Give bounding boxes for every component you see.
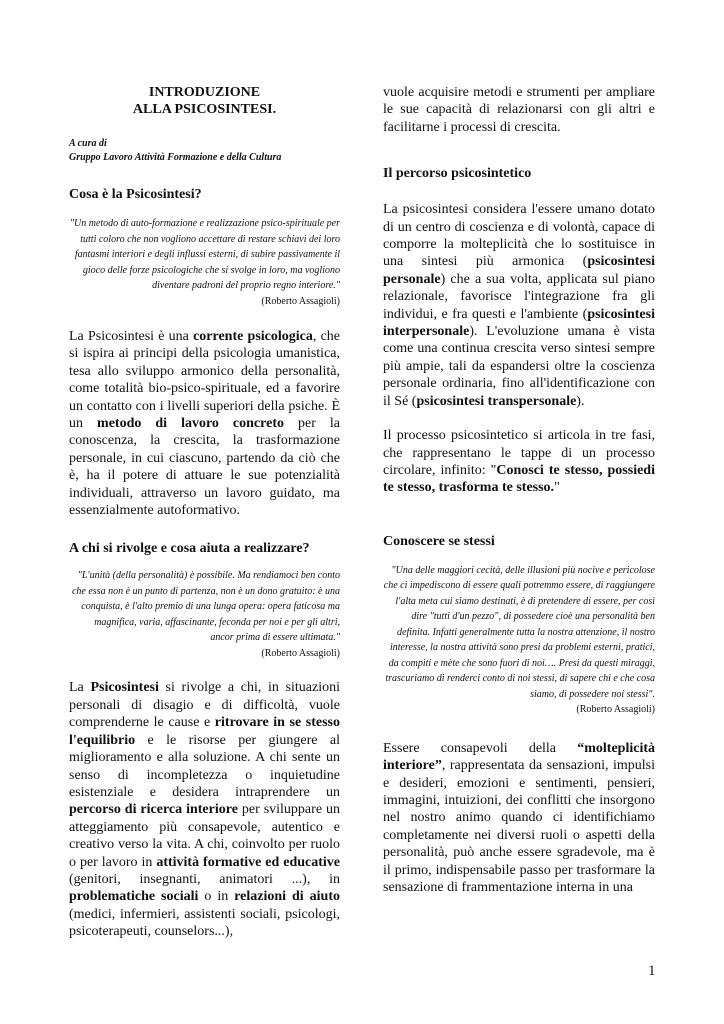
section-heading-know-yourself: Conoscere se stessi [383, 533, 495, 549]
assagioli-quote-2 [69, 568, 340, 661]
bold-term: relazioni di aiuto [234, 889, 340, 905]
quote-author: (Roberto Assagioli) [576, 704, 655, 716]
text-run: Essere consapevoli della [383, 740, 578, 756]
section-heading-who-for: A chi si rivolge e cosa aiuta a realizzare? [69, 541, 310, 557]
title-line-1: INTRODUZIONE [148, 85, 261, 100]
text-run: La [69, 680, 91, 696]
title-line-2: ALLA PSICOSINTESI. [132, 102, 277, 117]
bold-term: psicosintesi personale [383, 254, 655, 287]
quote-text: "Un metodo di auto-formazione e realizzazione psico-spirituale per tutti coloro che non vogliono accettare di restare schiavi dei loro fantasmi interiori e degli influssi esterni, di subire passivamente il gioco delle forze psicologiche che si svolge in loro, ma vogliono diventare padroni del proprio regno interiore." [69, 218, 340, 291]
quote-author: (Roberto Assagioli) [261, 647, 340, 659]
bold-term: problematiche sociali [69, 889, 199, 905]
text-run: La psicosintesi considera l'essere umano dotato di un centro di coscienza e di volontà, capace di comporre la molteplicità che lo sostituisce in una sintesi più armonica ( [383, 202, 655, 270]
text-run: La Psicosintesi è una [69, 329, 194, 344]
bold-term: Psicosintesi [90, 680, 159, 696]
quote-text: "Una delle maggiori cecità, delle illusioni più nocive e pericolose che ci impediscono di essere quali potremmo essere, di raggiungere l'alta meta cui siamo destinati, è di pretendere di essere, per così dire "tutti d'un pezzo", di possedere cioè una personalità ben definita. Infatti generalmente tutta la nostra attenzione, il nostro interesse, la nostra attività sono presi da problemi esterni, pratici, da compiti e mète che sono fuori di noi…. Presi da questi miraggi, trascuriamo di renderci conto di noi stessi, di sapere chi e che cosa siamo, di possedere noi stessi". [383, 564, 655, 700]
text-run: ) che a sua volta, applicata sul piano relazionale, favorisce l'integrazione fra gli individui, e fra questi e l'ambiente ( [383, 271, 655, 322]
bold-term: ritrovare in se stesso l'equilibrio [69, 715, 340, 748]
credits-line-2: Gruppo Lavoro Attività Formazione e della Cultura [69, 152, 282, 163]
text-run: , che si ispira ai principi della psicologia umanistica, tesa allo sviluppo armonico della personalità, come totalità bio-psico-spirituale, ed a favorire un contatto con i livelli superiori della psiche. È un [69, 329, 340, 432]
text-run: per la conoscenza, la crescita, la trasformazione personale, in cui ciascuno, partendo da ciò che è, ha il potere di attuare le sue potenzialità individuali, attraverso un lavoro guidato, ma essenzialmente autoformativo. [69, 416, 341, 519]
paragraph-awareness [383, 740, 655, 897]
bold-term: “molteplicità interiore” [383, 740, 655, 774]
bold-term: attività formative ed educative [156, 854, 341, 870]
text-run: , rappresentata da sensazioni, impulsi e desideri, emozioni e sentimenti, pensieri, immagini, intuizioni, dei conflitti che insorgono nel nostro animo quando ci identifichiamo completamente nei diversi ruoli o aspetti della personalità, può anche essere sgradevole, ma è il primo, indispensabile passo per trasformare la sensazione di frammentazione interna in una [383, 758, 655, 895]
credits [69, 137, 340, 165]
quote-text: "L'unità (della personalità) è possibile. Ma rendiamoci ben conto che essa non è un punto di partenza, non è un dono gratuito: è una conquista, è l'alto premio di una lunga opera: opera faticosa ma magnifica, varia, affascinante, feconda per noi e per gli altri, ancor prima di essere ultimata." [71, 570, 340, 644]
paragraph-who-for [69, 679, 340, 940]
paragraph-path [383, 201, 655, 410]
section-heading-what-is: Cosa è la Psicosintesi? [69, 187, 202, 202]
assagioli-quote-1 [69, 216, 340, 309]
paragraph-what-is [69, 328, 340, 519]
text-run: ). [576, 393, 585, 409]
left-column [69, 84, 340, 941]
text-run: si rivolge a chi, in situazioni personali di disagio e di difficoltà, vuole comprenderne le cause e [69, 680, 341, 731]
document-title [69, 84, 340, 118]
assagioli-quote-3 [383, 563, 655, 718]
text-run: " [554, 480, 560, 496]
text-run: (medici, infermieri, assistenti sociali, psicologi, psicoterapeuti, counselors...), [69, 906, 340, 940]
text-run: (genitori, insegnanti, animatori ...), in [69, 871, 340, 887]
page-number: 1 [648, 963, 656, 979]
text-run: ). L'evoluzione umana è vista come una continua crescita verso sintesi sempre più ampie, tali da espandersi oltre la coscienza personale ordinaria, fino all'identificazione con il Sé ( [383, 324, 655, 409]
bold-term: Conosci te stesso, possiedi te stesso, trasforma te stesso. [383, 462, 655, 496]
paragraph-three-phases [383, 427, 655, 497]
bold-term: metodo di lavoro concreto [97, 416, 284, 432]
text-run: o in [198, 889, 235, 905]
text-run: Il processo psicosintetico si articola in tre fasi, che rappresentano le tappe di un processo circolare, infinito: " [383, 428, 655, 478]
bold-term: percorso di ricerca interiore [69, 802, 238, 818]
quote-author: (Roberto Assagioli) [261, 295, 340, 307]
text-run: e le risorse per giungere al miglioramento e alla soluzione. A chi sente un senso di incompletezza o inquietudine esistenziale e desidera intraprendere un [69, 732, 340, 800]
bold-term: psicosintesi interpersonale [383, 306, 655, 340]
bold-term: corrente psicologica [193, 329, 313, 344]
credits-line-1: A cura di [69, 138, 107, 149]
section-heading-path: Il percorso psicosintetico [383, 166, 532, 182]
bold-term: psicosintesi transpersonale [416, 393, 577, 409]
right-column [383, 84, 655, 896]
paragraph-continuation: vuole acquisire metodi e strumenti per ampliare le sue capacità di relazionarsi con gli altri e facilitarne i processi di crescita. [383, 85, 655, 135]
text-run: per sviluppare un atteggiamento più consapevole, autentico e creativo verso la vita. A chi, coinvolto per ruolo o per lavoro in [69, 802, 340, 870]
